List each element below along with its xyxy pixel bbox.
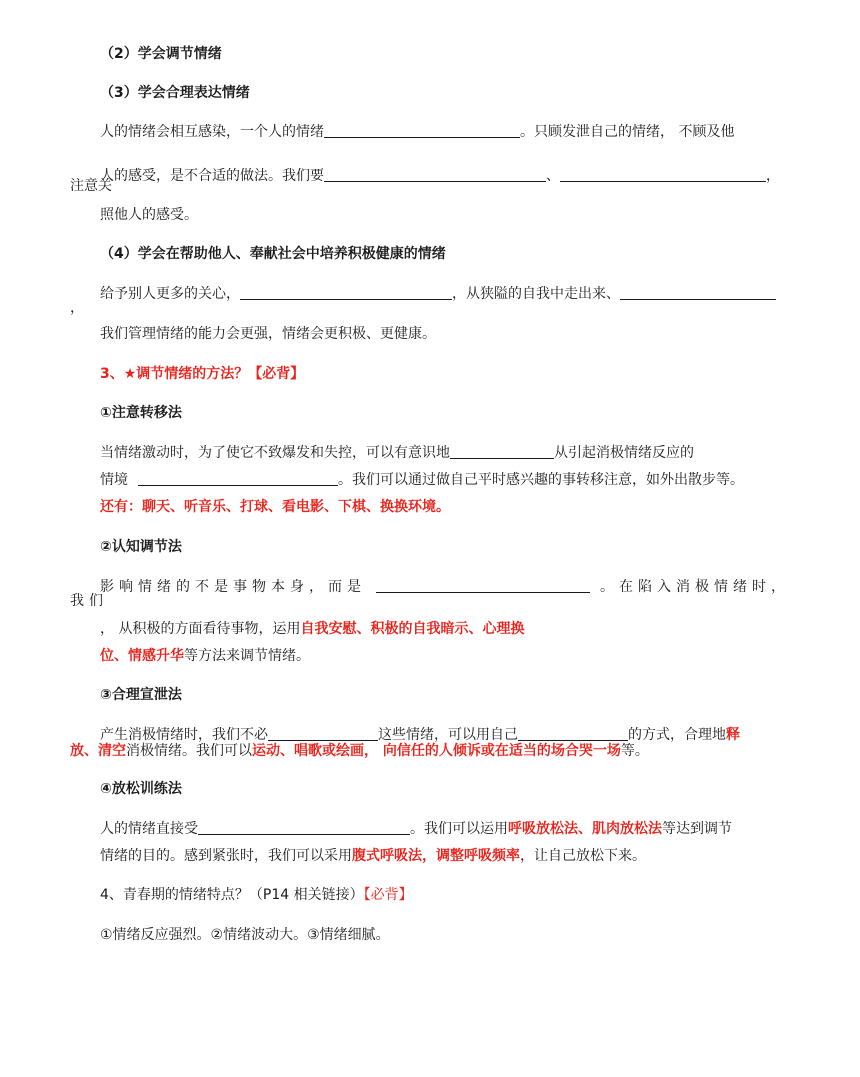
heading-regulate-emotion: （2）学会调节情绪 [100, 46, 222, 62]
text: 当情绪激动时，为了使它不致爆发和失控，可以有意识地 [100, 445, 450, 461]
text: 。只顾发泄自己的情绪， 不顾及他 [520, 124, 735, 140]
highlight: 释 [726, 727, 740, 743]
method-title: ③合理宣泄法 [100, 687, 182, 703]
question-title [100, 885, 413, 905]
text: ， 从积极的方面看待事物，运用 [100, 621, 301, 637]
paragraph-line [100, 284, 776, 304]
fill-blank [376, 578, 590, 593]
method-title: ①注意转移法 [100, 405, 182, 421]
fill-blank [620, 285, 776, 300]
highlight: 自我安慰、积极的自我暗示、心理换 [300, 621, 525, 637]
text: 等达到调节 [662, 821, 732, 837]
text: 等方法来调节情绪。 [184, 648, 310, 664]
text: ，从狭隘的自我中走出来、 [452, 286, 620, 302]
fill-blank [324, 123, 520, 138]
text: 。我们可以通过做自己平时感兴趣的事转移注意，如外出散步等。 [338, 472, 744, 488]
wrapped-text: 我们 [70, 593, 108, 609]
text: ， [766, 168, 780, 184]
heading-express-emotion: （3）学会合理表达情绪 [100, 85, 250, 101]
text: 人的情绪会相互感染，一个人的情绪 [100, 124, 324, 140]
paragraph-line [100, 577, 790, 597]
text: 从引起消极情绪反应的 [554, 445, 694, 461]
paragraph-line [100, 646, 310, 666]
method-title: ②认知调节法 [100, 539, 182, 555]
paragraph-line [100, 819, 732, 839]
fill-blank [450, 444, 554, 459]
highlight: 放、清空 [70, 743, 126, 759]
fill-blank [518, 726, 628, 741]
highlight: 【必背】 [363, 887, 413, 903]
highlight: 腹式呼吸法，调整呼吸频率 [352, 848, 520, 864]
text: 。在陷入消极情绪时， [600, 579, 790, 595]
text: 人的感受，是不合适的做法。我们要 [100, 168, 324, 184]
question-title: 3、★调节情绪的方法？【必背】 [100, 366, 305, 382]
text: 的方式，合理地 [628, 727, 726, 743]
text: 这些情绪，可以用自己 [378, 727, 518, 743]
text: 消极情绪。我们可以 [126, 743, 252, 759]
fill-blank [198, 820, 410, 835]
text: 。我们可以运用 [410, 821, 508, 837]
text: 情绪的目的。感到紧张时，我们可以采用 [100, 848, 352, 864]
paragraph-line [100, 122, 734, 142]
text: 情境 [100, 472, 128, 488]
text: 4、青春期的情绪特点？（P14 相关链接） [100, 887, 364, 903]
text: 、 [546, 168, 560, 184]
fill-blank [240, 285, 452, 300]
fill-blank [324, 167, 546, 182]
highlight: 位、情感升华 [100, 648, 184, 664]
heading-help-others: （4）学会在帮助他人、奉献社会中培养积极健康的情绪 [100, 246, 446, 262]
text: 给予别人更多的关心， [100, 286, 240, 302]
wrapped-text: ， [70, 300, 84, 316]
fill-blank [138, 471, 338, 486]
paragraph-line [100, 166, 780, 186]
paragraph-line [100, 846, 646, 866]
paragraph-line [100, 443, 694, 463]
text: 影响情绪的不是事物本身，而是 [100, 579, 366, 595]
paragraph-line [70, 741, 649, 761]
highlight-examples: 还有：聊天、听音乐、打球、看电影、下棋、换换环境。 [100, 499, 450, 515]
paragraph-line [100, 619, 524, 639]
method-title: ④放松训练法 [100, 781, 182, 797]
text: 人的情绪直接受 [100, 821, 198, 837]
paragraph-line: ①情绪反应强烈。②情绪波动大。③情绪细腻。 [100, 927, 390, 943]
highlight: 呼吸放松法、肌肉放松法 [508, 821, 662, 837]
paragraph-line: 照他人的感受。 [100, 207, 198, 223]
paragraph-line: 我们管理情绪的能力会更强，情绪会更积极、更健康。 [100, 326, 436, 342]
fill-blank [268, 726, 378, 741]
fill-blank [560, 167, 766, 182]
text: 等。 [620, 743, 649, 759]
text: ，让自己放松下来。 [520, 848, 646, 864]
highlight: 运动、唱歌或绘画， 向信任的人倾诉或在适当的场合哭一场 [252, 743, 621, 759]
paragraph-line [100, 470, 744, 490]
wrapped-text: 注意关 [70, 178, 112, 194]
text: 产生消极情绪时，我们不必 [100, 727, 268, 743]
